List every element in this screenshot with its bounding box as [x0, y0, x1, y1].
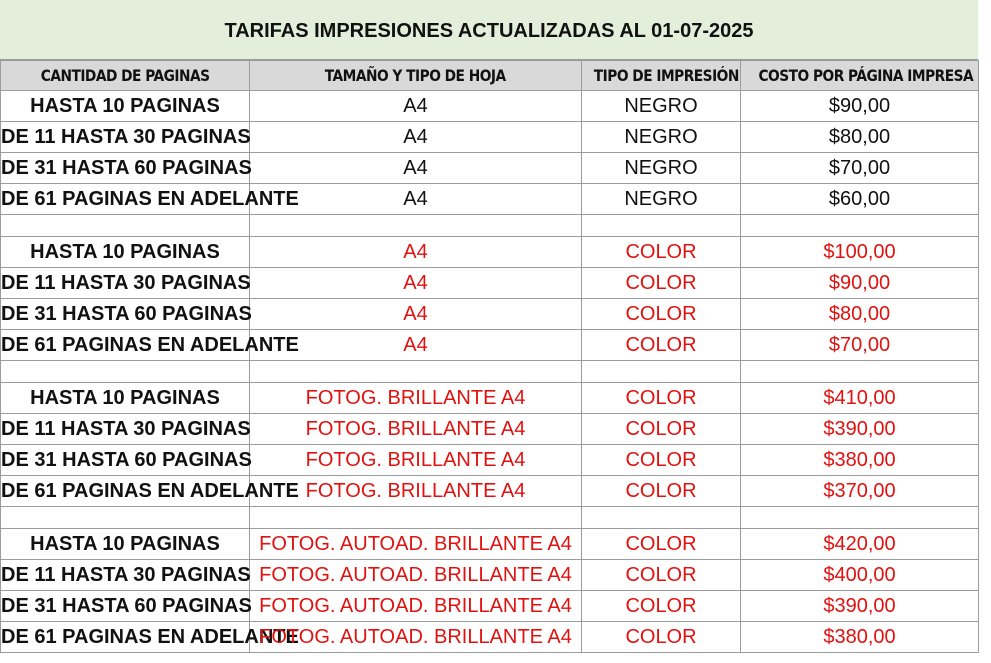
cost-cell: $60,00: [741, 184, 979, 215]
print-type-cell: NEGRO: [582, 91, 741, 122]
table-row: [1, 237, 979, 268]
cost-cell: $380,00: [741, 622, 979, 653]
quantity-cell: DE 31 HASTA 60 PAGINAS: [1, 153, 250, 184]
cost-cell: $380,00: [741, 445, 979, 476]
table-row: [1, 414, 979, 445]
cost-cell: $70,00: [741, 153, 979, 184]
quantity-cell: DE 61 PAGINAS EN ADELANTE: [1, 622, 250, 653]
paper-cell: A4: [250, 268, 582, 299]
cost-cell: $90,00: [741, 91, 979, 122]
print-type-cell: COLOR: [582, 299, 741, 330]
empty-cell: [1, 361, 250, 383]
paper-cell: A4: [250, 299, 582, 330]
spacer-row: [1, 215, 979, 237]
table-row: [1, 445, 979, 476]
paper-cell: FOTOG. BRILLANTE A4: [250, 414, 582, 445]
quantity-cell: HASTA 10 PAGINAS: [1, 383, 250, 414]
empty-cell: [582, 215, 741, 237]
quantity-cell: DE 11 HASTA 30 PAGINAS: [1, 268, 250, 299]
print-type-cell: COLOR: [582, 529, 741, 560]
print-type-cell: NEGRO: [582, 153, 741, 184]
empty-cell: [250, 507, 582, 529]
empty-cell: [250, 215, 582, 237]
empty-cell: [741, 215, 979, 237]
cost-cell: $80,00: [741, 122, 979, 153]
table-row: [1, 268, 979, 299]
price-table: [0, 60, 979, 653]
print-type-cell: COLOR: [582, 383, 741, 414]
empty-cell: [741, 507, 979, 529]
table-row: [1, 476, 979, 507]
cost-cell: $390,00: [741, 414, 979, 445]
quantity-cell: DE 31 HASTA 60 PAGINAS: [1, 591, 250, 622]
table-row: [1, 299, 979, 330]
header-paper: TAMAÑO Y TIPO DE HOJA: [250, 61, 582, 91]
table-row: [1, 330, 979, 361]
sheet-title: TARIFAS IMPRESIONES ACTUALIZADAS AL 01-07-2025: [0, 0, 978, 60]
quantity-cell: HASTA 10 PAGINAS: [1, 91, 250, 122]
cost-cell: $80,00: [741, 299, 979, 330]
header-row: [1, 61, 979, 91]
table-row: [1, 591, 979, 622]
quantity-cell: DE 11 HASTA 30 PAGINAS: [1, 414, 250, 445]
paper-cell: A4: [250, 184, 582, 215]
paper-cell: A4: [250, 330, 582, 361]
cost-cell: $390,00: [741, 591, 979, 622]
print-type-cell: COLOR: [582, 560, 741, 591]
quantity-cell: DE 61 PAGINAS EN ADELANTE: [1, 476, 250, 507]
quantity-cell: DE 31 HASTA 60 PAGINAS: [1, 445, 250, 476]
quantity-cell: DE 11 HASTA 30 PAGINAS: [1, 122, 250, 153]
cost-cell: $70,00: [741, 330, 979, 361]
print-type-cell: COLOR: [582, 476, 741, 507]
table-row: [1, 529, 979, 560]
cost-cell: $90,00: [741, 268, 979, 299]
paper-cell: FOTOG. BRILLANTE A4: [250, 445, 582, 476]
paper-cell: FOTOG. AUTOAD. BRILLANTE A4: [250, 529, 582, 560]
spacer-row: [1, 361, 979, 383]
print-type-cell: COLOR: [582, 414, 741, 445]
empty-cell: [582, 507, 741, 529]
quantity-cell: DE 11 HASTA 30 PAGINAS: [1, 560, 250, 591]
table-row: [1, 622, 979, 653]
quantity-cell: HASTA 10 PAGINAS: [1, 237, 250, 268]
print-type-cell: COLOR: [582, 445, 741, 476]
header-quantity: CANTIDAD DE PAGINAS: [1, 61, 250, 91]
empty-cell: [1, 215, 250, 237]
cost-cell: $410,00: [741, 383, 979, 414]
table-row: [1, 91, 979, 122]
quantity-cell: DE 61 PAGINAS EN ADELANTE: [1, 184, 250, 215]
table-row: [1, 184, 979, 215]
paper-cell: A4: [250, 91, 582, 122]
paper-cell: FOTOG. AUTOAD. BRILLANTE A4: [250, 560, 582, 591]
table-row: [1, 122, 979, 153]
paper-cell: FOTOG. BRILLANTE A4: [250, 383, 582, 414]
quantity-cell: HASTA 10 PAGINAS: [1, 529, 250, 560]
print-type-cell: COLOR: [582, 622, 741, 653]
cost-cell: $420,00: [741, 529, 979, 560]
header-cost: COSTO POR PÁGINA IMPRESA: [741, 61, 979, 91]
print-type-cell: COLOR: [582, 268, 741, 299]
table-row: [1, 383, 979, 414]
table-row: [1, 153, 979, 184]
print-type-cell: NEGRO: [582, 184, 741, 215]
empty-cell: [1, 507, 250, 529]
empty-cell: [250, 361, 582, 383]
cost-cell: $370,00: [741, 476, 979, 507]
paper-cell: FOTOG. BRILLANTE A4: [250, 476, 582, 507]
header-print-type: TIPO DE IMPRESIÓN: [582, 61, 741, 91]
empty-cell: [582, 361, 741, 383]
paper-cell: A4: [250, 122, 582, 153]
cost-cell: $400,00: [741, 560, 979, 591]
paper-cell: A4: [250, 237, 582, 268]
quantity-cell: DE 61 PAGINAS EN ADELANTE: [1, 330, 250, 361]
spacer-row: [1, 507, 979, 529]
quantity-cell: DE 31 HASTA 60 PAGINAS: [1, 299, 250, 330]
paper-cell: A4: [250, 153, 582, 184]
print-type-cell: COLOR: [582, 330, 741, 361]
paper-cell: FOTOG. AUTOAD. BRILLANTE A4: [250, 622, 582, 653]
empty-cell: [741, 361, 979, 383]
cost-cell: $100,00: [741, 237, 979, 268]
table-row: [1, 560, 979, 591]
print-type-cell: COLOR: [582, 591, 741, 622]
print-type-cell: COLOR: [582, 237, 741, 268]
print-type-cell: NEGRO: [582, 122, 741, 153]
paper-cell: FOTOG. AUTOAD. BRILLANTE A4: [250, 591, 582, 622]
